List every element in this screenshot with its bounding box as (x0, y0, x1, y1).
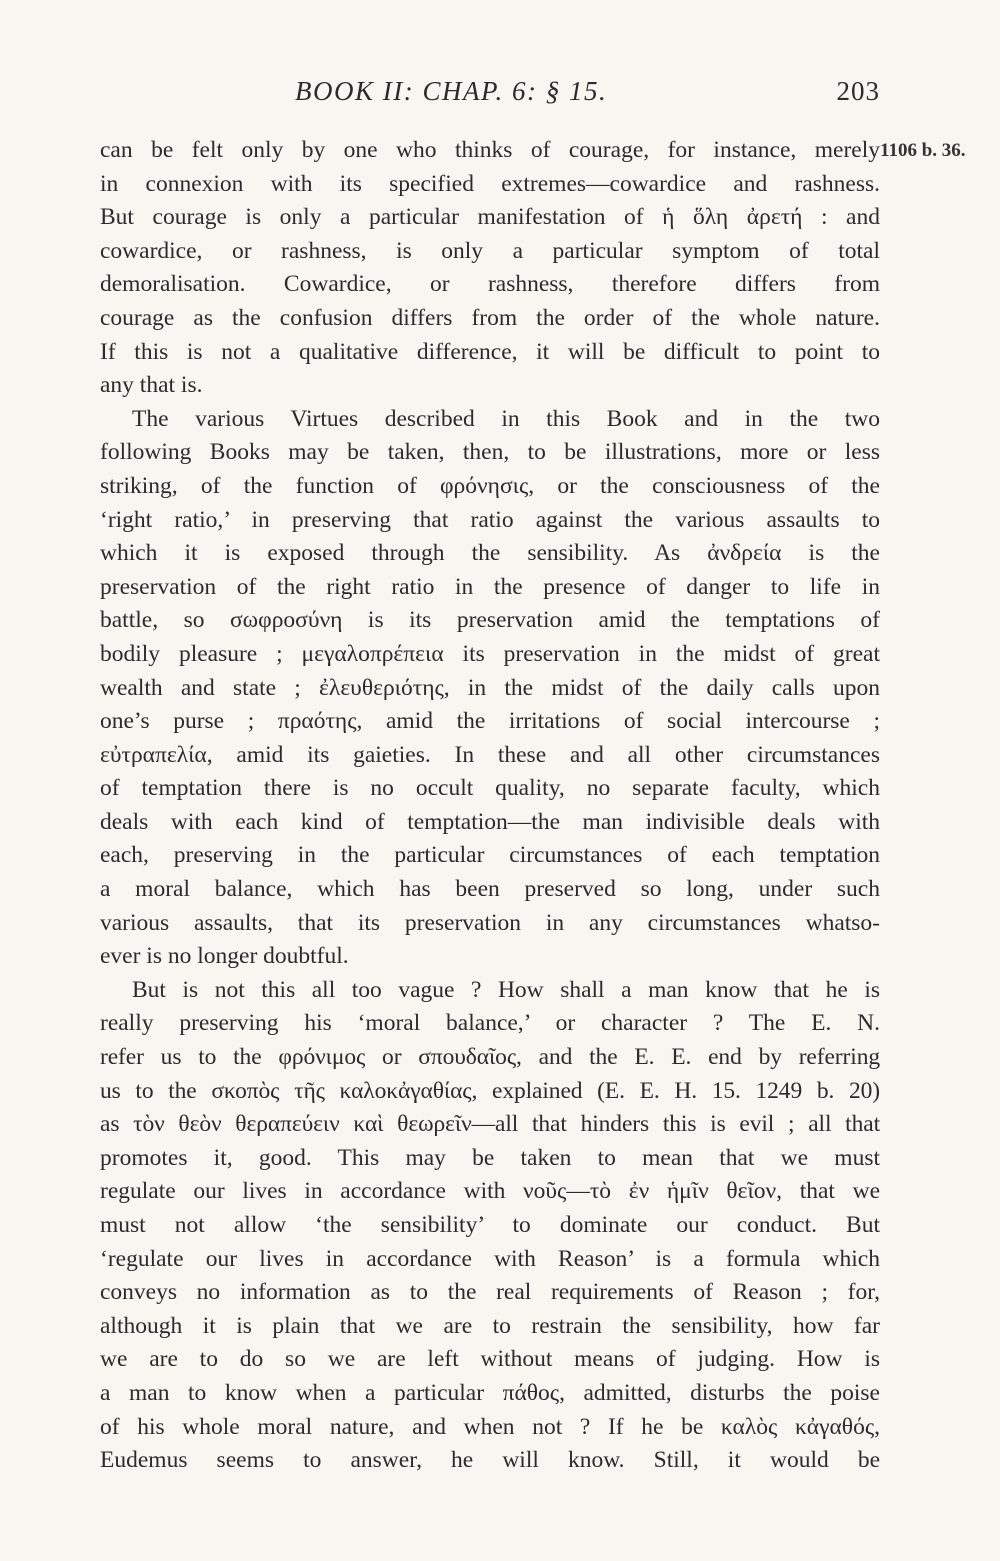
text-line: ever is no longer doubtful. (100, 943, 349, 970)
text-line: of his whole moral nature, and when not ? If he be καλὸς κἀγαθός, (100, 1413, 880, 1440)
text-line: which it is exposed through the sensibility. As ἀνδρεία is the (100, 540, 880, 567)
text-line: But courage is only a particular manifestation of ἡ ὅλη ἀρετή : and (100, 204, 880, 231)
text-line: must not allow ‘the sensibility’ to dominate our conduct. But (100, 1212, 880, 1238)
paragraph-1 (100, 134, 880, 403)
text-line: ‘right ratio,’ in preserving that ratio against the various assaults to (100, 506, 880, 533)
text-line: one’s purse ; πραότης, amid the irritations of social intercourse ; (100, 708, 880, 735)
text-line: any that is. (100, 372, 203, 399)
text-line: we are to do so we are left without means of judging. How is (100, 1346, 880, 1373)
text-line: bodily pleasure ; μεγαλοπρέπεια its preservation in the midst of great (100, 640, 880, 667)
text-line: can be felt only by one who thinks of courage, for instance, merely (100, 137, 880, 163)
text-line: wealth and state ; ἐλευθεριότης, in the midst of the daily calls upon (100, 674, 880, 701)
text-line: The various Virtues described in this Book and in the two (132, 405, 880, 432)
page-number: 203 (836, 76, 880, 106)
margin-reference: 1106 b. 36. (880, 140, 966, 161)
text-line: But is not this all too vague ? How shall a man know that he is (132, 976, 880, 1003)
text-line: each, preserving in the particular circumstances of each temptation (100, 842, 880, 869)
body-text (100, 134, 880, 1478)
text-line: conveys no information as to the real requirements of Reason ; for, (100, 1279, 880, 1306)
text-line: striking, of the function of φρόνησις, or the consciousness of the (100, 472, 880, 499)
text-line: ‘regulate our lives in accordance with Reason’ is a formula which (100, 1245, 880, 1272)
text-line: deals with each kind of temptation—the man indivisible deals with (100, 808, 880, 835)
text-line: following Books may be taken, then, to be illustrations, more or less (100, 439, 880, 466)
text-line: of temptation there is no occult quality, no separate faculty, which (100, 775, 880, 802)
paragraph-3 (100, 974, 880, 1478)
text-line: If this is not a qualitative difference, it will be difficult to point to (100, 338, 880, 365)
text-line: a man to know when a particular πάθος, admitted, disturbs the poise (100, 1379, 880, 1406)
text-line: various assaults, that its preservation in any circumstances whatso- (100, 909, 880, 936)
text-line: really preserving his ‘moral balance,’ or character ? The E. N. (100, 1010, 880, 1037)
running-head (100, 76, 880, 116)
text-line: courage as the confusion differs from the order of the whole nature. (100, 304, 880, 331)
text-line: preservation of the right ratio in the presence of danger to life in (100, 573, 880, 600)
running-title: BOOK II: CHAP. 6: § 15. (295, 76, 608, 106)
text-line: as τὸν θεὸν θεραπεύειν καὶ θεωρεῖν—all that hinders this is evil ; all that (100, 1111, 880, 1138)
text-line: a moral balance, which has been preserved so long, under such (100, 876, 880, 903)
paragraph-2 (100, 403, 880, 974)
text-line: refer us to the φρόνιμος or σπουδαῖος, and the E. E. end by referring (100, 1044, 880, 1071)
text-line: although it is plain that we are to restrain the sensibility, how far (100, 1312, 880, 1339)
text-line: cowardice, or rashness, is only a particular symptom of total (100, 237, 880, 264)
text-line: battle, so σωφροσύνη is its preservation amid the temptations of (100, 607, 880, 634)
text-line: in connexion with its specified extremes—cowardice and rashness. (100, 170, 880, 197)
text-line: promotes it, good. This may be taken to mean that we must (100, 1144, 880, 1171)
text-line: Eudemus seems to answer, he will know. Still, it would be (100, 1447, 880, 1474)
text-line: εὐτραπελία, amid its gaieties. In these and all other circumstances (100, 741, 880, 768)
text-line: us to the σκοπὸς τῆς καλοκἀγαθίας, explained (E. E. H. 15. 1249 b. 20) (100, 1077, 880, 1104)
text-line: regulate our lives in accordance with νοῦς—τὸ ἐν ἡμῖν θεῖον, that we (100, 1178, 880, 1205)
text-line: demoralisation. Cowardice, or rashness, therefore differs from (100, 271, 880, 298)
